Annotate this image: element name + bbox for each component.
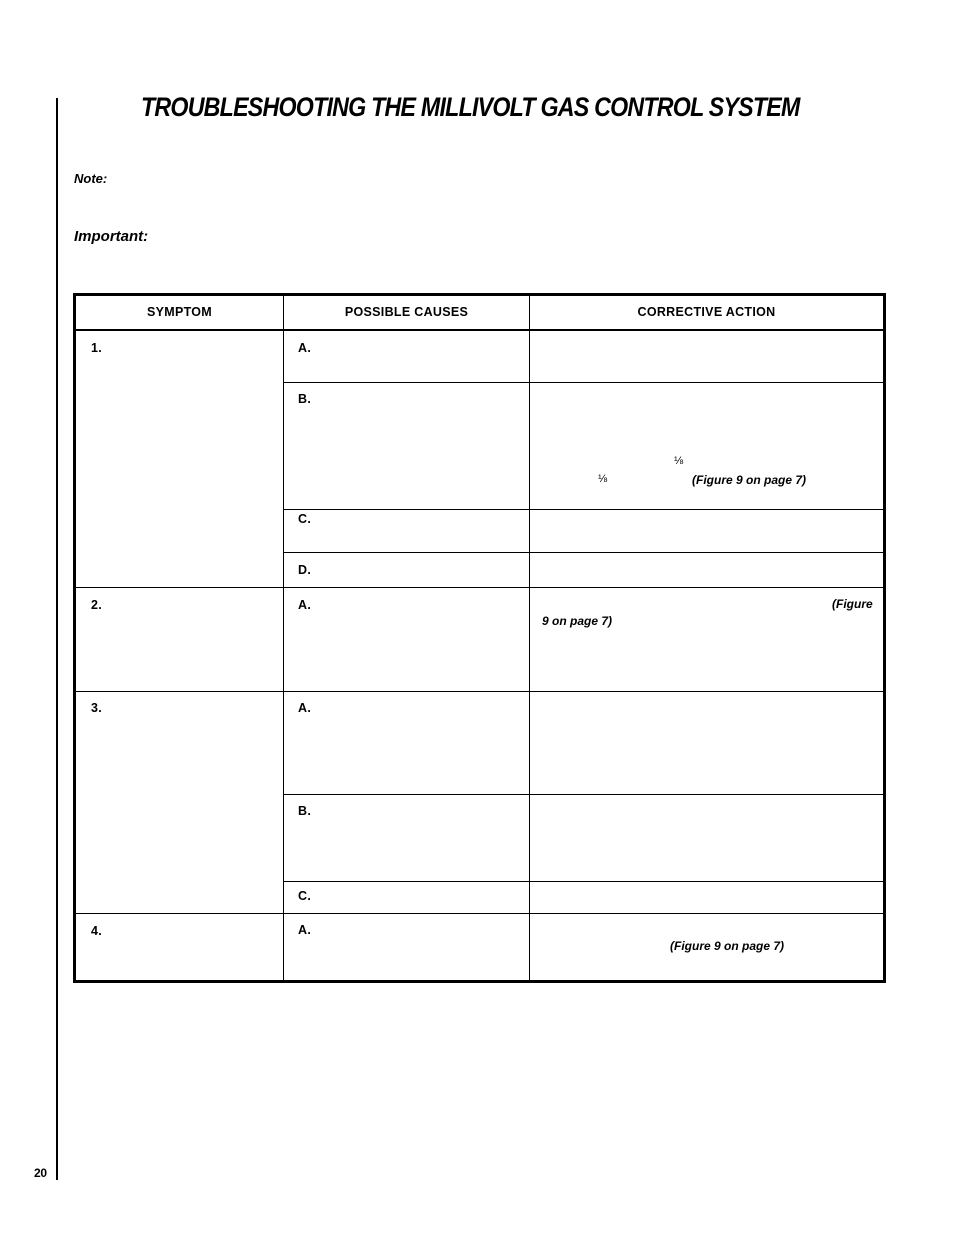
cause-1b: B. [298,392,312,406]
cause-1a: A. [298,341,312,355]
symptom-3-number: 3. [91,701,103,715]
action-1b-figure-ref: (Figure 9 on page 7) [692,473,807,487]
cause-1d: D. [298,563,312,577]
page-title: TROUBLESHOOTING THE MILLIVOLT GAS CONTROL SYSTEM [141,92,800,122]
symptom-1-number: 1. [91,341,103,355]
cause-3c: C. [298,889,312,903]
symptom-2-number: 2. [91,598,103,612]
note-label: Note: [74,171,108,186]
action-2a-figure-ref-end: 9 on page 7) [542,614,613,628]
action-1b-fraction-a: ⅛ [674,455,684,467]
margin-rule [56,98,58,1180]
symptom-4-number: 4. [91,924,103,938]
header-possible-causes: POSSIBLE CAUSES [344,305,469,319]
cause-1c: C. [298,512,312,526]
troubleshooting-table [73,293,886,983]
cause-3a: A. [298,701,312,715]
action-1b-fraction-b: ⅛ [598,473,608,485]
cause-4a: A. [298,923,312,937]
action-2a-figure-ref-start: (Figure [832,597,873,611]
header-corrective-action: CORRECTIVE ACTION [637,305,776,319]
header-symptom: SYMPTOM [146,305,213,319]
cause-2a: A. [298,598,312,612]
page-number: 20 [34,1166,47,1180]
important-label: Important: [74,228,149,245]
action-4a-figure-ref: (Figure 9 on page 7) [670,939,785,953]
cause-3b: B. [298,804,312,818]
